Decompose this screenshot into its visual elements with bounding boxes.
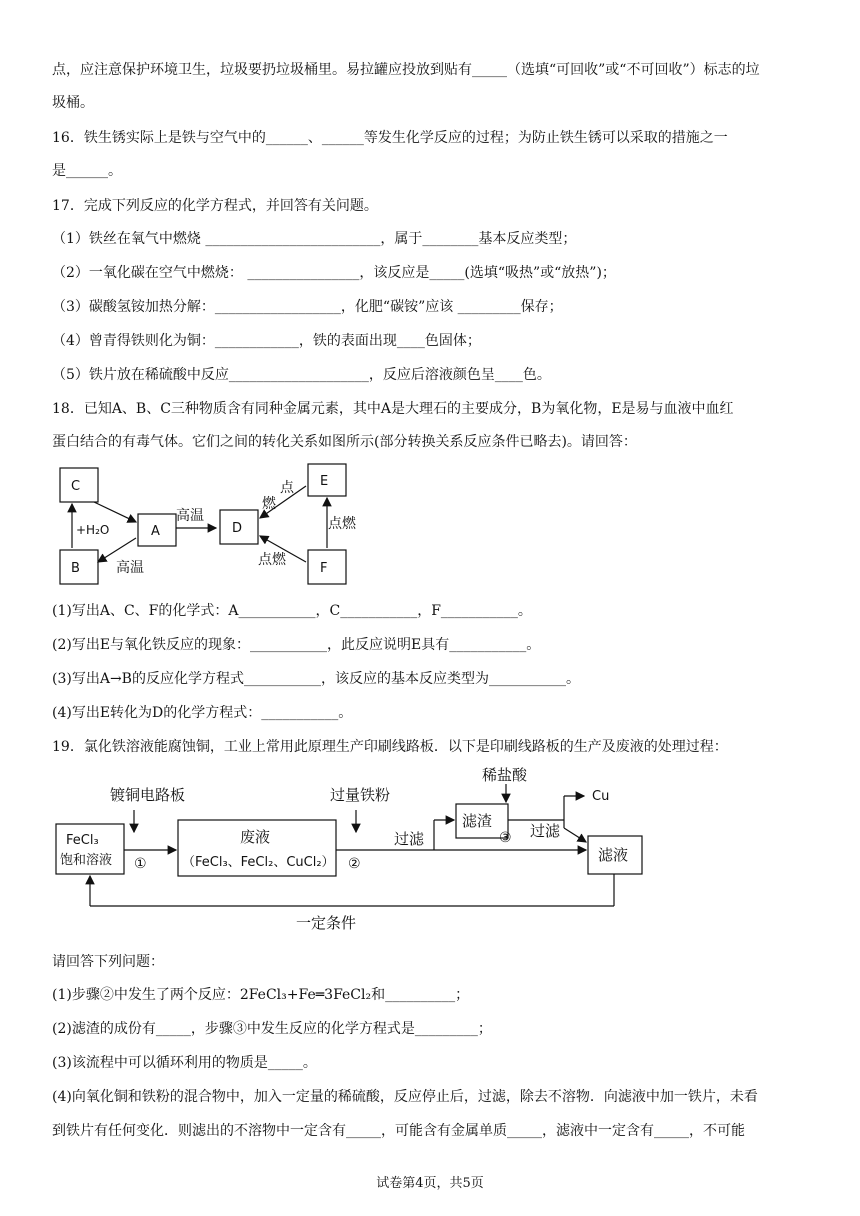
- cu-label: Cu: [592, 789, 610, 804]
- node-b-label: B: [71, 561, 80, 576]
- box-fecl3-line2: 饱和溶液: [60, 853, 113, 868]
- iron-powder-label: 过量铁粉: [330, 786, 391, 804]
- h2o-label: +H₂O: [76, 523, 110, 537]
- node-e-label: E: [320, 474, 329, 489]
- question-19-4: (4)向氧化铜和铁粉的混合物中，加入一定量的稀硫酸，反应停止后，过滤，除去不溶物．向滤液中加一铁片，未看: [52, 1089, 758, 1105]
- step2-number: ②: [348, 856, 361, 872]
- filter1-label: 过滤: [394, 830, 425, 848]
- ran-label: 燃: [262, 496, 276, 512]
- node-a-label: A: [151, 524, 160, 539]
- residue-label: 滤渣: [462, 812, 493, 830]
- question-19-3: (3)该流程中可以循环利用的物质是_____。: [52, 1055, 317, 1071]
- page-footer: 试卷第4页，共5页: [376, 1176, 484, 1191]
- question-17: 17．完成下列反应的化学方程式，并回答有关问题。: [52, 198, 378, 214]
- dian-label: 点: [280, 480, 294, 496]
- question-17-5: （5）铁片放在稀硫酸中反应____________________，反应后溶液颜色呈____色。: [52, 367, 551, 383]
- waste-line2: （FeCl₃、FeCl₂、CuCl₂）: [182, 855, 335, 870]
- dianran-bottom-label: 点燃: [258, 552, 286, 568]
- gaowen-bottom-label: 高温: [116, 560, 144, 576]
- question-19-2: (2)滤渣的成份有_____，步骤③中发生反应的化学方程式是_________；: [52, 1021, 492, 1037]
- waste-line1: 废液: [240, 828, 271, 846]
- question-19-4-cont: 到铁片有任何变化．则滤出的不溶物中一定含有_____，可能含有金属单质_____，滤液中一定含有_____，不可能: [52, 1123, 745, 1139]
- condition-label: 一定条件: [296, 914, 357, 932]
- gaowen-top-label: 高温: [176, 508, 204, 524]
- box-fecl3-line1: FeCl₃: [66, 833, 99, 848]
- question-17-4: （4）曾青得铁则化为铜：____________，铁的表面出现____色固体；: [52, 333, 481, 349]
- question-19-1: (1)步骤②中发生了两个反应：2FeCl₃+Fe═3FeCl₂和__________；: [52, 987, 470, 1003]
- question-18-4: (4)写出E转化为D的化学方程式：___________。: [52, 705, 353, 721]
- step1-number: ①: [134, 856, 147, 872]
- text-line: 点，应注意保护环境卫生，垃圾要扔垃圾桶里。易拉罐应投放到贴有_____（选填“可回收”或“不可回收”）标志的垃: [52, 62, 760, 78]
- question-17-3: （3）碳酸氢铵加热分解：__________________，化肥“碳铵”应该 _________保存；: [52, 299, 563, 315]
- filter2-label: 过滤: [530, 822, 561, 840]
- filtrate-label: 滤液: [598, 846, 629, 864]
- question-16-cont: 是______。: [52, 163, 122, 179]
- node-f-label: F: [320, 561, 328, 576]
- question-18: 18．已知A、B、C三种物质含有同种金属元素，其中A是大理石的主要成分，B为氧化物，E是易与血液中血红: [52, 401, 734, 417]
- hcl-label: 稀盐酸: [482, 766, 528, 784]
- step3-number: ③: [499, 830, 512, 846]
- node-d-label: D: [232, 521, 243, 536]
- diagram-18: [52, 462, 362, 592]
- copper-board-label: 镀铜电路板: [110, 786, 186, 804]
- question-19: 19．氯化铁溶液能腐蚀铜，工业上常用此原理生产印刷线路板．以下是印刷线路板的生产及废液的处理过程：: [52, 739, 728, 755]
- question-18-3: (3)写出A→B的反应化学方程式___________，该反应的基本反应类型为___________。: [52, 671, 580, 687]
- diagram-19: [52, 766, 652, 936]
- text-line: 圾桶。: [52, 95, 94, 111]
- question-16: 16．铁生锈实际上是铁与空气中的______、______等发生化学反应的过程；为防止铁生锈可以采取的措施之一: [52, 130, 728, 146]
- node-c-label: C: [71, 479, 81, 494]
- dianran-right-label: 点燃: [328, 516, 356, 532]
- question-18-2: (2)写出E与氧化铁反应的现象：___________，此反应说明E具有___________。: [52, 637, 541, 653]
- question-17-1: （1）铁丝在氧气中燃烧 _________________________，属于________基本反应类型；: [52, 231, 577, 247]
- question-19-intro: 请回答下列问题：: [52, 954, 164, 970]
- question-18-cont: 蛋白结合的有毒气体。它们之间的转化关系如图所示(部分转换关系反应条件已略去)。请回答：: [52, 434, 637, 450]
- question-17-2: （2）一氧化碳在空气中燃烧： ________________，该反应是_____(选填“吸热”或“放热”)；: [52, 265, 616, 281]
- question-18-1: (1)写出A、C、F的化学式：A___________，C___________，F___________。: [52, 603, 532, 619]
